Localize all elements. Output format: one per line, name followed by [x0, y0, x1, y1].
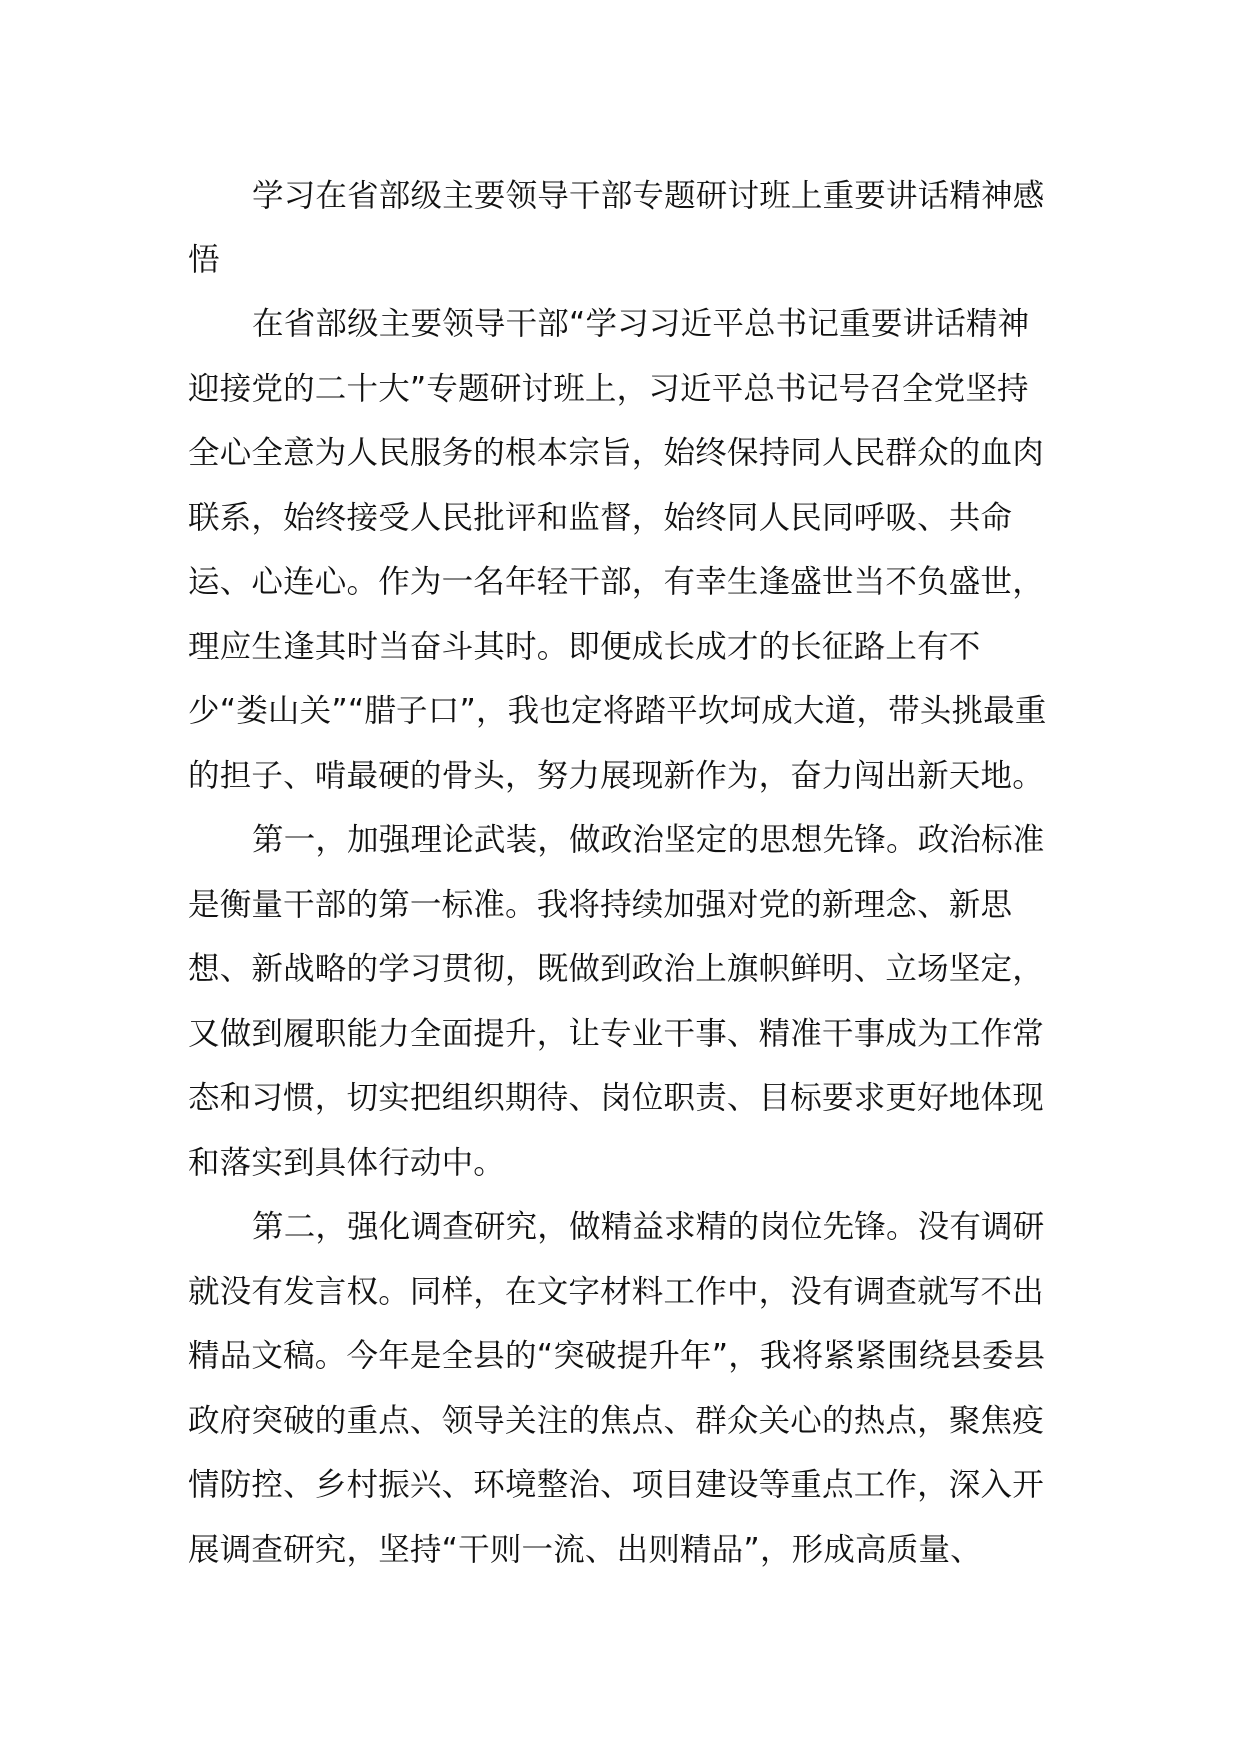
paragraph-intro: 在省部级主要领导干部“学习习近平总书记重要讲话精神迎接党的二十大”专题研讨班上，习近平总书记号召全党坚持全心全意为人民服务的根本宗旨，始终保持同人民群众的血肉联系，始终接受人民批评和监督，始终同人民同呼吸、共命运、心连心。作为一名年轻干部，有幸生逢盛世当不负盛世，理应生逢其时当奋斗其时。即便成长成才的长征路上有不少“娄山关”“腊子口”，我也定将踏平坎坷成大道，带头挑最重的担子、啃最硬的骨头，努力展现新作为，奋力闯出新天地。 [188, 306, 1047, 794]
document-page [188, 164, 1058, 1582]
document-title: 学习在省部级主要领导干部专题研讨班上重要讲话精神感悟 [188, 178, 1045, 278]
paragraph-first-point: 第一，加强理论武装，做政治坚定的思想先锋。政治标准是衡量干部的第一标准。我将持续加强对党的新理念、新思想、新战略的学习贯彻，既做到政治上旗帜鲜明、立场坚定，又做到履职能力全面提升，让专业干事、精准干事成为工作常态和习惯，切实把组织期待、岗位职责、目标要求更好地体现和落实到具体行动中。 [188, 822, 1045, 1181]
paragraph-second-point: 第二，强化调查研究，做精益求精的岗位先锋。没有调研就没有发言权。同样，在文字材料工作中，没有调查就写不出精品文稿。今年是全县的“突破提升年”，我将紧紧围绕县委县政府突破的重点、领导关注的焦点、群众关心的热点，聚焦疫情防控、乡村振兴、环境整治、项目建设等重点工作，深入开展调查研究，坚持“干则一流、出则精品”，形成高质量、 [188, 1209, 1046, 1568]
